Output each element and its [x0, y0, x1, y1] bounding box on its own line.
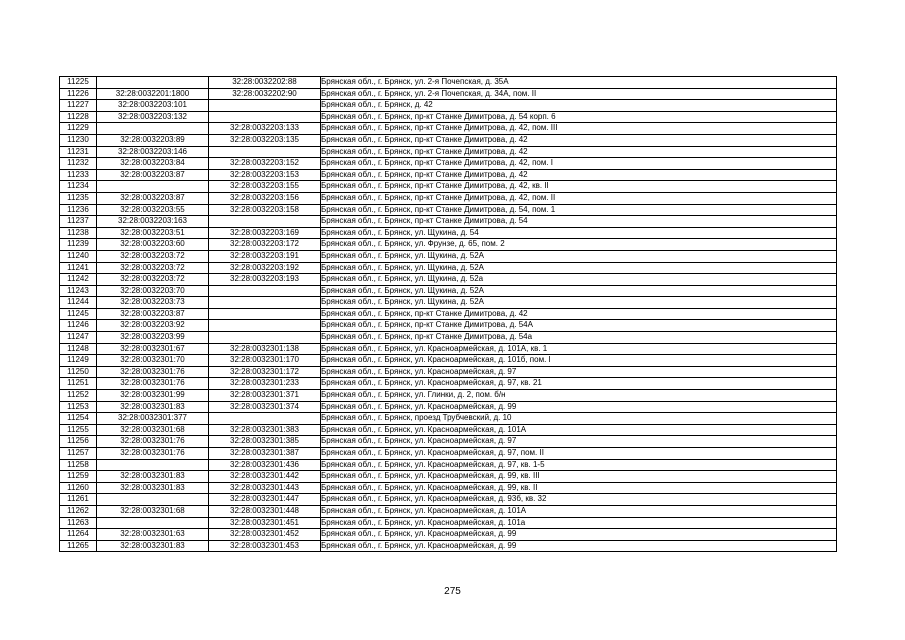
cadastral-number-cell: 32:28:0032301:377 — [97, 413, 209, 425]
address-cell: Брянская обл., г. Брянск, ул. 2-я Почепская, д. 35А — [321, 77, 837, 89]
table-row — [60, 413, 837, 425]
cadastral-number-cell: 32:28:0032203:101 — [97, 100, 209, 112]
address-cell: Брянская обл., г. Брянск, пр-кт Станке Димитрова, д. 42 — [321, 146, 837, 158]
cadastral-number-cell: 32:28:0032203:89 — [97, 134, 209, 146]
table-row — [60, 262, 837, 274]
row-number-cell: 11226 — [60, 88, 97, 100]
page-number: 275 — [444, 586, 461, 597]
row-number-cell: 11256 — [60, 436, 97, 448]
table-row — [60, 134, 837, 146]
row-number-cell: 11262 — [60, 505, 97, 517]
cadastral-number-cell: 32:28:0032203:132 — [97, 111, 209, 123]
table-row — [60, 308, 837, 320]
table-row — [60, 471, 837, 483]
table-row — [60, 169, 837, 181]
table-row — [60, 424, 837, 436]
table-row — [60, 100, 837, 112]
premises-cadastral-number-cell: 32:28:0032301:451 — [209, 517, 321, 529]
cadastral-number-cell: 32:28:0032301:83 — [97, 471, 209, 483]
row-number-cell: 11255 — [60, 424, 97, 436]
address-cell: Брянская обл., г. Брянск, пр-кт Станке Димитрова, д. 54а — [321, 332, 837, 344]
address-cell: Брянская обл., г. Брянск, ул. Красноармейская, д. 101б, пом. I — [321, 355, 837, 367]
address-cell: Брянская обл., г. Брянск, ул. 2-я Почепская, д. 34А, пом. II — [321, 88, 837, 100]
row-number-cell: 11260 — [60, 482, 97, 494]
address-cell: Брянская обл., г. Брянск, ул. Щукина, д. 52А — [321, 262, 837, 274]
address-cell: Брянская обл., г. Брянск, ул. Красноармейская, д. 101А — [321, 505, 837, 517]
cadastral-number-cell: 32:28:0032301:70 — [97, 355, 209, 367]
premises-cadastral-number-cell: 32:28:0032301:170 — [209, 355, 321, 367]
address-cell: Брянская обл., г. Брянск, ул. Фрунзе, д. 65, пом. 2 — [321, 239, 837, 251]
premises-cadastral-number-cell — [209, 320, 321, 332]
table-row — [60, 192, 837, 204]
cadastral-number-cell: 32:28:0032301:68 — [97, 505, 209, 517]
table-row — [60, 274, 837, 286]
table-row — [60, 77, 837, 89]
address-cell: Брянская обл., г. Брянск, ул. Красноармейская, д. 99 — [321, 529, 837, 541]
cadastral-number-cell: 32:28:0032301:76 — [97, 366, 209, 378]
address-cell: Брянская обл., г. Брянск, ул. Красноармейская, д. 97 — [321, 436, 837, 448]
address-cell: Брянская обл., г. Брянск, пр-кт Станке Димитрова, д. 42, пом. I — [321, 158, 837, 170]
premises-cadastral-number-cell: 32:28:0032301:385 — [209, 436, 321, 448]
address-cell: Брянская обл., г. Брянск, ул. Красноармейская, д. 99 — [321, 401, 837, 413]
cadastral-number-cell — [97, 123, 209, 135]
table-row — [60, 320, 837, 332]
row-number-cell: 11229 — [60, 123, 97, 135]
premises-cadastral-number-cell — [209, 332, 321, 344]
cadastral-number-cell: 32:28:0032203:87 — [97, 192, 209, 204]
address-cell: Брянская обл., г. Брянск, пр-кт Станке Димитрова, д. 42 — [321, 308, 837, 320]
table-row — [60, 436, 837, 448]
row-number-cell: 11246 — [60, 320, 97, 332]
cadastral-number-cell — [97, 494, 209, 506]
cadastral-number-cell: 32:28:0032203:55 — [97, 204, 209, 216]
table-row — [60, 448, 837, 460]
premises-cadastral-number-cell: 32:28:0032301:233 — [209, 378, 321, 390]
row-number-cell: 11263 — [60, 517, 97, 529]
row-number-cell: 11228 — [60, 111, 97, 123]
cadastral-number-cell: 32:28:0032301:67 — [97, 343, 209, 355]
address-cell: Брянская обл., г. Брянск, пр-кт Станке Димитрова, д. 54 — [321, 216, 837, 228]
registry-table-body — [60, 77, 837, 552]
address-cell: Брянская обл., г. Брянск, ул. Щукина, д. 54 — [321, 227, 837, 239]
cadastral-number-cell: 32:28:0032203:99 — [97, 332, 209, 344]
address-cell: Брянская обл., г. Брянск, д. 42 — [321, 100, 837, 112]
premises-cadastral-number-cell: 32:28:0032203:192 — [209, 262, 321, 274]
premises-cadastral-number-cell: 32:28:0032203:155 — [209, 181, 321, 193]
table-row — [60, 204, 837, 216]
table-row — [60, 540, 837, 552]
table-row — [60, 366, 837, 378]
row-number-cell: 11252 — [60, 390, 97, 402]
address-cell: Брянская обл., г. Брянск, пр-кт Станке Димитрова, д. 42, пом. III — [321, 123, 837, 135]
address-cell: Брянская обл., г. Брянск, ул. Красноармейская, д. 93б, кв. 32 — [321, 494, 837, 506]
address-cell: Брянская обл., г. Брянск, ул. Красноармейская, д. 97 — [321, 366, 837, 378]
row-number-cell: 11240 — [60, 250, 97, 262]
row-number-cell: 11234 — [60, 181, 97, 193]
premises-cadastral-number-cell: 32:28:0032301:448 — [209, 505, 321, 517]
cadastral-number-cell: 32:28:0032203:72 — [97, 250, 209, 262]
cadastral-number-cell: 32:28:0032203:72 — [97, 274, 209, 286]
table-row — [60, 111, 837, 123]
table-row — [60, 88, 837, 100]
premises-cadastral-number-cell — [209, 100, 321, 112]
table-row — [60, 158, 837, 170]
table-row — [60, 494, 837, 506]
cadastral-number-cell: 32:28:0032203:163 — [97, 216, 209, 228]
premises-cadastral-number-cell: 32:28:0032301:443 — [209, 482, 321, 494]
cadastral-number-cell: 32:28:0032301:76 — [97, 378, 209, 390]
cadastral-number-cell: 32:28:0032301:99 — [97, 390, 209, 402]
premises-cadastral-number-cell: 32:28:0032203:169 — [209, 227, 321, 239]
table-row — [60, 297, 837, 309]
row-number-cell: 11254 — [60, 413, 97, 425]
address-cell: Брянская обл., г. Брянск, пр-кт Станке Димитрова, д. 54 корп. 6 — [321, 111, 837, 123]
row-number-cell: 11233 — [60, 169, 97, 181]
premises-cadastral-number-cell: 32:28:0032202:90 — [209, 88, 321, 100]
premises-cadastral-number-cell: 32:28:0032203:191 — [209, 250, 321, 262]
cadastral-number-cell: 32:28:0032301:83 — [97, 401, 209, 413]
cadastral-number-cell: 32:28:0032203:92 — [97, 320, 209, 332]
premises-cadastral-number-cell: 32:28:0032203:135 — [209, 134, 321, 146]
row-number-cell: 11249 — [60, 355, 97, 367]
cadastral-number-cell: 32:28:0032301:83 — [97, 540, 209, 552]
address-cell: Брянская обл., г. Брянск, ул. Щукина, д. 52а — [321, 274, 837, 286]
address-cell: Брянская обл., г. Брянск, ул. Красноармейская, д. 101А, кв. 1 — [321, 343, 837, 355]
row-number-cell: 11225 — [60, 77, 97, 89]
cadastral-number-cell: 32:28:0032203:73 — [97, 297, 209, 309]
row-number-cell: 11250 — [60, 366, 97, 378]
cadastral-number-cell: 32:28:0032203:84 — [97, 158, 209, 170]
premises-cadastral-number-cell: 32:28:0032301:371 — [209, 390, 321, 402]
table-row — [60, 355, 837, 367]
address-cell: Брянская обл., г. Брянск, пр-кт Станке Димитрова, д. 42, кв. II — [321, 181, 837, 193]
address-cell: Брянская обл., г. Брянск, ул. Красноармейская, д. 97, кв. 21 — [321, 378, 837, 390]
address-cell: Брянская обл., г. Брянск, пр-кт Станке Димитрова, д. 42 — [321, 134, 837, 146]
row-number-cell: 11253 — [60, 401, 97, 413]
premises-cadastral-number-cell: 32:28:0032203:153 — [209, 169, 321, 181]
row-number-cell: 11235 — [60, 192, 97, 204]
row-number-cell: 11237 — [60, 216, 97, 228]
table-row — [60, 250, 837, 262]
address-cell: Брянская обл., г. Брянск, ул. Глинки, д. 2, пом. б/н — [321, 390, 837, 402]
address-cell: Брянская обл., г. Брянск, ул. Щукина, д. 52А — [321, 297, 837, 309]
premises-cadastral-number-cell: 32:28:0032203:133 — [209, 123, 321, 135]
table-row — [60, 529, 837, 541]
row-number-cell: 11243 — [60, 285, 97, 297]
row-number-cell: 11265 — [60, 540, 97, 552]
table-row — [60, 123, 837, 135]
cadastral-number-cell — [97, 77, 209, 89]
premises-cadastral-number-cell — [209, 413, 321, 425]
cadastral-number-cell: 32:28:0032203:87 — [97, 308, 209, 320]
row-number-cell: 11230 — [60, 134, 97, 146]
premises-cadastral-number-cell: 32:28:0032203:158 — [209, 204, 321, 216]
row-number-cell: 11245 — [60, 308, 97, 320]
row-number-cell: 11257 — [60, 448, 97, 460]
row-number-cell: 11258 — [60, 459, 97, 471]
table-row — [60, 181, 837, 193]
cadastral-number-cell: 32:28:0032301:76 — [97, 448, 209, 460]
cadastral-number-cell — [97, 517, 209, 529]
address-cell: Брянская обл., г. Брянск, пр-кт Станке Димитрова, д. 54А — [321, 320, 837, 332]
premises-cadastral-number-cell: 32:28:0032301:453 — [209, 540, 321, 552]
row-number-cell: 11239 — [60, 239, 97, 251]
premises-cadastral-number-cell: 32:28:0032203:193 — [209, 274, 321, 286]
premises-cadastral-number-cell: 32:28:0032301:387 — [209, 448, 321, 460]
table-row — [60, 343, 837, 355]
table-row — [60, 285, 837, 297]
table-row — [60, 239, 837, 251]
cadastral-number-cell: 32:28:0032301:68 — [97, 424, 209, 436]
address-cell: Брянская обл., г. Брянск, ул. Красноармейская, д. 101А — [321, 424, 837, 436]
row-number-cell: 11247 — [60, 332, 97, 344]
cadastral-number-cell: 32:28:0032203:87 — [97, 169, 209, 181]
cadastral-number-cell: 32:28:0032203:70 — [97, 285, 209, 297]
row-number-cell: 11238 — [60, 227, 97, 239]
table-row — [60, 482, 837, 494]
premises-cadastral-number-cell: 32:28:0032202:88 — [209, 77, 321, 89]
premises-cadastral-number-cell: 32:28:0032301:447 — [209, 494, 321, 506]
row-number-cell: 11264 — [60, 529, 97, 541]
premises-cadastral-number-cell — [209, 111, 321, 123]
premises-cadastral-number-cell — [209, 308, 321, 320]
table-row — [60, 332, 837, 344]
row-number-cell: 11248 — [60, 343, 97, 355]
premises-cadastral-number-cell: 32:28:0032203:156 — [209, 192, 321, 204]
row-number-cell: 11242 — [60, 274, 97, 286]
row-number-cell: 11241 — [60, 262, 97, 274]
address-cell: Брянская обл., г. Брянск, пр-кт Станке Димитрова, д. 42, пом. II — [321, 192, 837, 204]
table-row — [60, 378, 837, 390]
table-row — [60, 459, 837, 471]
cadastral-number-cell: 32:28:0032301:83 — [97, 482, 209, 494]
premises-cadastral-number-cell — [209, 216, 321, 228]
address-cell: Брянская обл., г. Брянск, ул. Красноармейская, д. 99 — [321, 540, 837, 552]
row-number-cell: 11236 — [60, 204, 97, 216]
premises-cadastral-number-cell: 32:28:0032301:452 — [209, 529, 321, 541]
table-row — [60, 146, 837, 158]
premises-cadastral-number-cell — [209, 297, 321, 309]
address-cell: Брянская обл., г. Брянск, пр-кт Станке Димитрова, д. 42 — [321, 169, 837, 181]
cadastral-number-cell: 32:28:0032203:60 — [97, 239, 209, 251]
address-cell: Брянская обл., г. Брянск, пр-кт Станке Димитрова, д. 54, пом. 1 — [321, 204, 837, 216]
premises-cadastral-number-cell: 32:28:0032301:172 — [209, 366, 321, 378]
cadastral-number-cell: 32:28:0032203:51 — [97, 227, 209, 239]
registry-table — [59, 76, 837, 552]
premises-cadastral-number-cell — [209, 146, 321, 158]
row-number-cell: 11227 — [60, 100, 97, 112]
premises-cadastral-number-cell: 32:28:0032203:152 — [209, 158, 321, 170]
address-cell: Брянская обл., г. Брянск, проезд Трубчевский, д. 10 — [321, 413, 837, 425]
premises-cadastral-number-cell — [209, 285, 321, 297]
address-cell: Брянская обл., г. Брянск, ул. Красноармейская, д. 97, кв. 1-5 — [321, 459, 837, 471]
address-cell: Брянская обл., г. Брянск, ул. Щукина, д. 52А — [321, 250, 837, 262]
cadastral-number-cell: 32:28:0032203:146 — [97, 146, 209, 158]
table-row — [60, 505, 837, 517]
address-cell: Брянская обл., г. Брянск, ул. Красноармейская, д. 101а — [321, 517, 837, 529]
table-row — [60, 401, 837, 413]
cadastral-number-cell: 32:28:0032301:63 — [97, 529, 209, 541]
premises-cadastral-number-cell: 32:28:0032301:442 — [209, 471, 321, 483]
row-number-cell: 11251 — [60, 378, 97, 390]
premises-cadastral-number-cell: 32:28:0032301:436 — [209, 459, 321, 471]
cadastral-number-cell: 32:28:0032201:1800 — [97, 88, 209, 100]
premises-cadastral-number-cell: 32:28:0032301:383 — [209, 424, 321, 436]
table-row — [60, 390, 837, 402]
table-row — [60, 517, 837, 529]
premises-cadastral-number-cell: 32:28:0032301:138 — [209, 343, 321, 355]
row-number-cell: 11232 — [60, 158, 97, 170]
premises-cadastral-number-cell: 32:28:0032301:374 — [209, 401, 321, 413]
row-number-cell: 11231 — [60, 146, 97, 158]
address-cell: Брянская обл., г. Брянск, ул. Красноармейская, д. 97, пом. II — [321, 448, 837, 460]
table-row — [60, 216, 837, 228]
row-number-cell: 11261 — [60, 494, 97, 506]
cadastral-number-cell — [97, 459, 209, 471]
cadastral-number-cell — [97, 181, 209, 193]
address-cell: Брянская обл., г. Брянск, ул. Красноармейская, д. 99, кв. II — [321, 482, 837, 494]
table-row — [60, 227, 837, 239]
cadastral-number-cell: 32:28:0032301:76 — [97, 436, 209, 448]
cadastral-number-cell: 32:28:0032203:72 — [97, 262, 209, 274]
row-number-cell: 11244 — [60, 297, 97, 309]
premises-cadastral-number-cell: 32:28:0032203:172 — [209, 239, 321, 251]
address-cell: Брянская обл., г. Брянск, ул. Красноармейская, д. 99, кв. III — [321, 471, 837, 483]
registry-sheet — [59, 76, 837, 552]
address-cell: Брянская обл., г. Брянск, ул. Щукина, д. 52А — [321, 285, 837, 297]
row-number-cell: 11259 — [60, 471, 97, 483]
